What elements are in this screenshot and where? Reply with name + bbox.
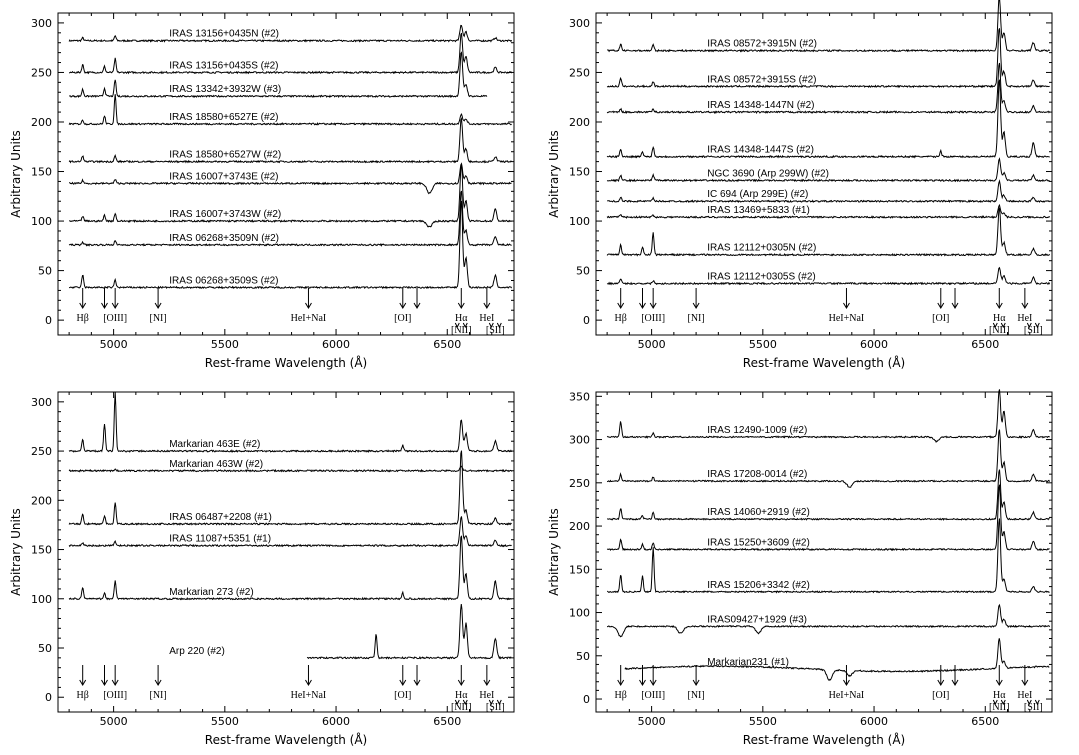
sub-marker-label: [NII]: [989, 325, 1010, 336]
marker-label: [NI]: [149, 313, 167, 324]
marker-label: HeI+NaI: [290, 690, 327, 701]
y-tick-label: 250: [31, 445, 52, 459]
spectrum-line: [607, 208, 1050, 256]
x-axis-label: Rest-frame Wavelength (Å): [204, 733, 368, 747]
y-tick-label: 150: [31, 165, 52, 179]
spectrum-label: IRAS 06268+3509N (#2): [169, 232, 280, 244]
y-tick-label: 300: [569, 16, 590, 30]
spectrum-label: IRAS 08572+3915N (#2): [707, 38, 818, 50]
spectrum-label: NGC 3690 (Arp 299W) (#2): [707, 168, 829, 180]
y-tick-label: 100: [31, 592, 52, 606]
spectrum-label: IRAS 13342+3932W (#3): [169, 84, 282, 96]
marker-label: HeI+NaI: [290, 313, 327, 324]
spectrum-line: [69, 191, 512, 246]
spectrum-line: [607, 268, 1050, 285]
y-tick-label: 0: [45, 314, 52, 328]
x-tick-label: 5000: [99, 338, 128, 351]
panel-top-left: [9, 13, 514, 370]
x-tick-label: 6500: [971, 715, 1000, 728]
spectrum-label: IRAS 11087+5351 (#1): [169, 533, 272, 545]
marker-label: Hα: [455, 313, 468, 324]
marker-label: Hβ: [614, 313, 627, 324]
spectrum-label: IRAS 13469+5833 (#1): [707, 205, 810, 217]
x-tick-label: 5500: [748, 715, 777, 728]
y-axis-label: Arbitrary Units: [9, 508, 23, 596]
y-axis-label: Arbitrary Units: [9, 130, 23, 218]
sub-marker-label: [SII]: [485, 325, 505, 336]
y-tick-label: 150: [31, 543, 52, 557]
spectrum-label: IRAS 14060+2919 (#2): [707, 507, 810, 519]
marker-label: [OI]: [932, 313, 950, 324]
marker-label: Hα: [993, 313, 1006, 324]
marker-label: [NI]: [687, 690, 705, 701]
x-tick-label: 5500: [210, 338, 239, 351]
x-tick-label: 6500: [433, 338, 462, 351]
spectrum-line: [607, 181, 1050, 202]
plot-frame: [58, 392, 514, 712]
y-tick-label: 250: [31, 66, 52, 80]
marker-label: Hβ: [76, 690, 89, 701]
marker-label: HeI: [1017, 313, 1033, 324]
marker-label: Hβ: [614, 690, 627, 701]
spectrum-label: IRAS 13156+0435S (#2): [169, 60, 279, 72]
sub-marker-label: [NII]: [989, 702, 1010, 713]
spectrum-label: IRAS 15206+3342 (#2): [707, 579, 810, 591]
spectrum-line: [69, 119, 512, 163]
spectrum-label: IRAS 06268+3509S (#2): [169, 275, 279, 287]
marker-label: [OI]: [394, 313, 412, 324]
y-tick-label: 100: [569, 606, 590, 620]
y-tick-label: 0: [583, 693, 590, 707]
marker-label: [OIII]: [103, 313, 128, 324]
spectrum-label: IRAS 17208-0014 (#2): [707, 469, 808, 481]
spectrum-label: IRAS 15250+3609 (#2): [707, 537, 810, 549]
y-tick-label: 0: [583, 314, 590, 328]
spectrum-line: [69, 451, 512, 525]
y-tick-label: 100: [31, 215, 52, 229]
spectrum-line: [607, 28, 1050, 87]
spectrum-label: Markarian 463W (#2): [169, 458, 264, 470]
y-tick-label: 100: [569, 215, 590, 229]
sub-marker-label: [NII]: [451, 325, 472, 336]
spectrum-label: IRAS09427+1929 (#3): [707, 614, 808, 626]
spectrum-line: [607, 63, 1050, 113]
spectrum-line: [607, 470, 1050, 520]
spectrum-label: IRAS 08572+3915S (#2): [707, 74, 817, 86]
spectrum-label: IRAS 16007+3743E (#2): [169, 171, 279, 183]
y-tick-label: 200: [31, 494, 52, 508]
spectrum-label: IRAS 12490-1009 (#2): [707, 424, 808, 436]
y-tick-label: 50: [576, 264, 590, 278]
panel-bottom-right: [547, 389, 1052, 747]
x-tick-label: 6000: [322, 715, 351, 728]
marker-label: HeI: [479, 313, 495, 324]
spectrum-line: [69, 164, 512, 194]
panel-top-right: [547, 0, 1052, 370]
spectrum-label: IRAS 18580+6527E (#2): [169, 111, 279, 123]
x-tick-label: 6500: [433, 715, 462, 728]
y-tick-label: 250: [569, 476, 590, 490]
y-tick-label: 0: [45, 691, 52, 705]
spectrum-label: Markarian 273 (#2): [169, 586, 254, 598]
sub-marker-label: [NII]: [451, 702, 472, 713]
x-tick-label: 6000: [860, 338, 889, 351]
x-tick-label: 5000: [637, 338, 666, 351]
spectrum-label: IRAS 12112+0305S (#2): [707, 271, 816, 283]
spectrum-label: IRAS 13156+0435N (#2): [169, 28, 280, 40]
spectrum-label: IRAS 14348-1447N (#2): [707, 100, 815, 112]
x-tick-label: 5000: [99, 715, 128, 728]
spectrum-line: [69, 165, 512, 227]
spectrum-line: [607, 389, 1050, 442]
marker-label: [NI]: [687, 313, 705, 324]
spectrum-label: IRAS 12112+0305N (#2): [707, 242, 817, 254]
x-tick-label: 5500: [210, 715, 239, 728]
marker-label: [OIII]: [103, 690, 128, 701]
x-tick-label: 5000: [637, 715, 666, 728]
y-tick-label: 150: [569, 563, 590, 577]
spectrum-line: [307, 604, 511, 659]
y-tick-label: 300: [31, 395, 52, 409]
spectrum-line: [69, 466, 512, 471]
spectrum-line: [607, 80, 1050, 158]
y-tick-label: 300: [569, 433, 590, 447]
y-tick-label: 200: [569, 520, 590, 534]
y-tick-label: 300: [31, 16, 52, 30]
spectrum-line: [69, 94, 512, 125]
marker-label: [OI]: [932, 690, 950, 701]
marker-label: [OIII]: [641, 313, 666, 324]
x-tick-label: 5500: [748, 338, 777, 351]
sub-marker-label: [SII]: [1023, 702, 1043, 713]
plot-frame: [596, 392, 1052, 712]
spectrum-label: IRAS 18580+6527W (#2): [169, 149, 282, 161]
x-tick-label: 6500: [971, 338, 1000, 351]
sub-marker-label: [SII]: [1023, 325, 1043, 336]
spectrum-label: IRAS 16007+3743W (#2): [169, 209, 282, 221]
spectrum-line: [607, 0, 1050, 51]
marker-label: Hα: [993, 690, 1006, 701]
spectrum-line: [607, 205, 1050, 218]
x-axis-label: Rest-frame Wavelength (Å): [742, 356, 906, 370]
marker-label: HeI+NaI: [828, 313, 865, 324]
marker-label: [OIII]: [641, 690, 666, 701]
y-axis-label: Arbitrary Units: [547, 508, 561, 596]
spectrum-line: [607, 430, 1050, 488]
y-tick-label: 50: [38, 264, 52, 278]
y-tick-label: 200: [31, 115, 52, 129]
x-axis-label: Rest-frame Wavelength (Å): [204, 356, 368, 370]
marker-label: Hα: [455, 690, 468, 701]
spectrum-label: IC 694 (Arp 299E) (#2): [707, 189, 809, 201]
spectrum-line: [625, 638, 1049, 680]
y-tick-label: 250: [569, 66, 590, 80]
x-tick-label: 6000: [322, 338, 351, 351]
marker-label: [NI]: [149, 690, 167, 701]
sub-marker-label: [SII]: [485, 702, 505, 713]
spectrum-line: [69, 33, 512, 73]
panel-bottom-left: [9, 392, 514, 747]
y-tick-label: 150: [569, 165, 590, 179]
spectrum-line: [607, 485, 1050, 550]
spectrum-label: Markarian231 (#1): [707, 656, 789, 668]
y-tick-label: 350: [569, 390, 590, 404]
spectrum-label: IRAS 14348-1447S (#2): [707, 144, 814, 156]
spectrum-label: IRAS 06487+2208 (#1): [169, 511, 272, 523]
spectrum-label: Arp 220 (#2): [169, 645, 225, 657]
spectrum-line: [607, 519, 1050, 593]
x-tick-label: 6000: [860, 715, 889, 728]
spectrum-line: [607, 605, 1050, 637]
marker-label: Hβ: [76, 313, 89, 324]
y-tick-label: 200: [569, 115, 590, 129]
marker-label: HeI: [479, 690, 495, 701]
spectrum-label: Markarian 463E (#2): [169, 439, 261, 451]
marker-label: HeI+NaI: [828, 690, 865, 701]
y-tick-label: 50: [38, 642, 52, 655]
y-tick-label: 50: [576, 649, 590, 663]
spectrum-line: [69, 516, 512, 546]
y-axis-label: Arbitrary Units: [547, 130, 561, 218]
x-axis-label: Rest-frame Wavelength (Å): [742, 733, 906, 747]
spectrum-line: [69, 26, 512, 42]
spectrum-line: [69, 392, 512, 452]
marker-label: [OI]: [394, 690, 412, 701]
marker-label: HeI: [1017, 690, 1033, 701]
